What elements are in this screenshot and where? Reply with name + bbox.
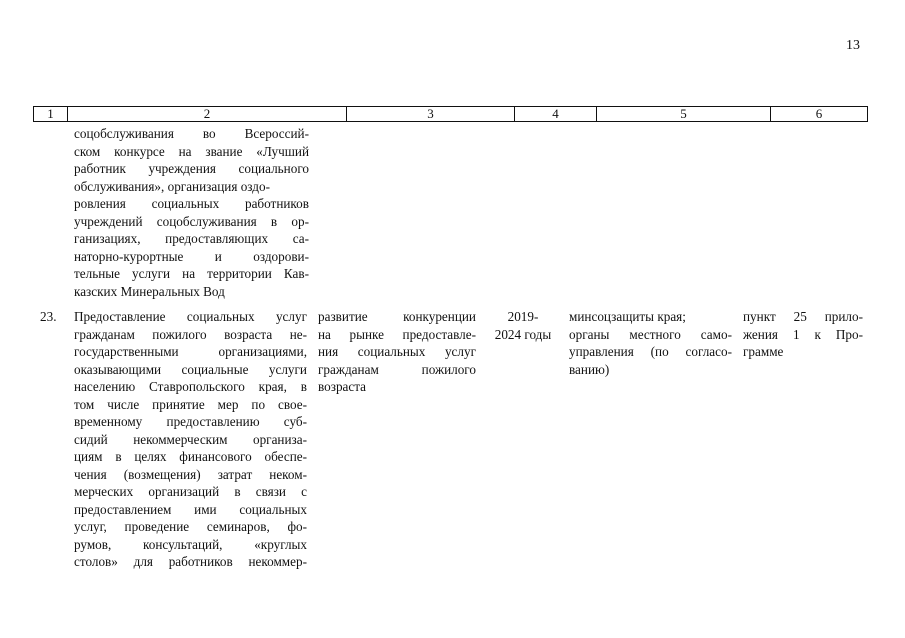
text-line: работник учреждения социального — [74, 161, 309, 176]
text-line: государственными организациями, — [74, 344, 307, 359]
page-number: 13 — [846, 38, 860, 53]
text-line: казских Минеральных Вод — [74, 283, 225, 299]
text-line: ганизациях, предоставляющих са- — [74, 231, 309, 246]
text-line: ровления социальных работников — [74, 196, 309, 211]
row-number-23: 23. — [40, 309, 57, 324]
text-line: временному предоставлению суб- — [74, 414, 307, 429]
text-line: ском конкурсе на звание «Лучший — [74, 143, 309, 159]
text-line: столов» для работников некоммер- — [74, 554, 307, 569]
table-header-row — [33, 106, 868, 122]
text-line: грамме — [743, 344, 784, 359]
header-col-4: 4 — [515, 107, 597, 121]
text-line: румов, консультаций, «круглых — [74, 536, 307, 552]
text-line: на рынке предоставле- — [318, 326, 476, 342]
row23-col4-text — [483, 308, 563, 343]
header-col-3: 3 — [347, 107, 515, 121]
text-line: тельные услуги на территории Кав- — [74, 266, 309, 281]
text-line: наторно-курортные и оздорови- — [74, 248, 309, 264]
text-line: обслуживания», организация оздо- — [74, 178, 270, 194]
text-line: соцобслуживания во Всероссий- — [74, 126, 309, 141]
text-line: услуг, проведение семинаров, фо- — [74, 519, 307, 534]
text-line: том числе принятие мер по свое- — [74, 396, 307, 412]
text-line: циям в целях финансового обеспе- — [74, 449, 307, 464]
text-line: органы местного само- — [569, 326, 732, 342]
text-line: гражданам пожилого возраста не- — [74, 326, 307, 342]
text-line: жения 1 к Про- — [743, 326, 863, 342]
text-line: оказывающими социальные услуги — [74, 361, 307, 377]
row23-col6-text — [743, 308, 863, 361]
text-line: гражданам пожилого — [318, 361, 476, 377]
row23-col2-text — [74, 308, 307, 571]
text-line: чения (возмещения) затрат неком- — [74, 466, 307, 482]
row23-col3-text — [318, 308, 476, 396]
continuation-col2-text — [74, 125, 309, 300]
text-line: 2024 годы — [494, 326, 552, 342]
text-line: минсоцзащиты края; — [569, 309, 686, 324]
header-col-1: 1 — [34, 107, 68, 121]
text-line: развитие конкуренции — [318, 309, 476, 324]
header-col-6: 6 — [815, 106, 823, 121]
text-line: управления (по согласо- — [569, 344, 732, 359]
text-line: ния социальных услуг — [318, 344, 476, 359]
text-line: ванию) — [569, 361, 610, 377]
row23-col5-text — [569, 308, 732, 378]
header-col-5: 5 — [597, 107, 771, 121]
text-line: 2019- — [507, 309, 539, 324]
header-col-2: 2 — [68, 107, 347, 121]
text-line: возраста — [318, 379, 367, 394]
text-line: мерческих организаций в связи с — [74, 484, 307, 499]
text-line: предоставлением ими социальных — [74, 501, 307, 517]
text-line: учреждений соцобслуживания в ор- — [74, 213, 309, 229]
text-line: сидий некоммерческим организа- — [74, 431, 307, 447]
text-line: пункт 25 прило- — [743, 309, 863, 324]
text-line: Предоставление социальных услуг — [74, 309, 307, 324]
text-line: населению Ставропольского края, в — [74, 379, 307, 394]
